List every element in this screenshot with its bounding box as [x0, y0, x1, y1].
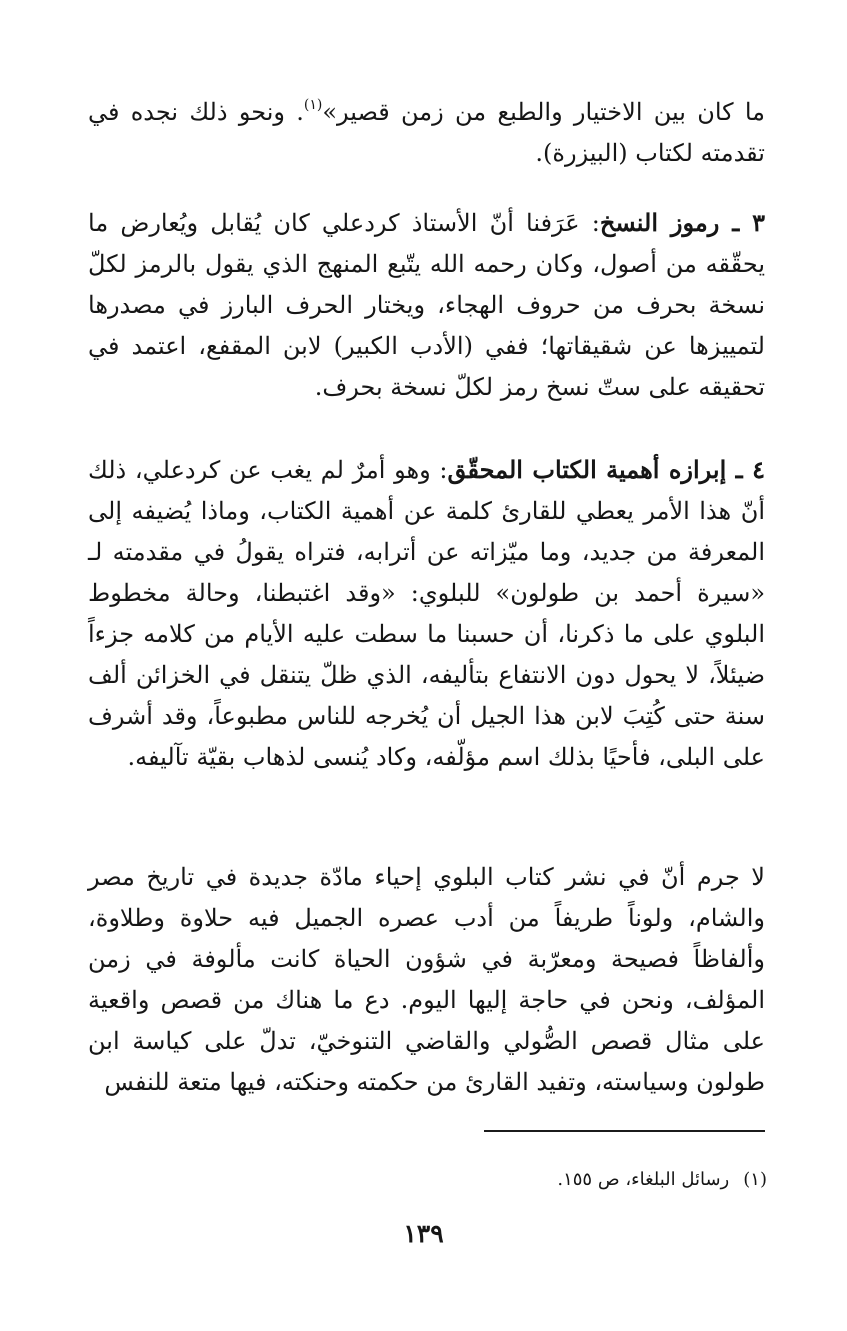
footnote-divider [484, 1130, 765, 1132]
paragraph-continuation [88, 92, 765, 174]
paragraph-heading: ٤ ـ إبرازه أهمية الكتاب المحقّق [447, 455, 765, 484]
page-number: ١٣٩ [403, 1219, 444, 1248]
paragraph-copy-symbols [88, 202, 765, 408]
footnote [557, 1165, 767, 1195]
footnote-reference: (١) [303, 97, 323, 113]
paragraph-text: : عَرَفنا أنّ الأستاذ كردعلي كان يُقابل ويُعارض ما يحقّقه من أصول، وكان رحمه الله يتّبع المنهج الذي يقول بالرمز لكلّ نسخة بحرف من حروف الهجاء، ويختار الحرف البارز في مصدرها لتمييزها عن شقيقاتها؛ ففي (الأدب الكبير) لابن المقفع، اعتمد في تحقيقه على ستّ نسخ رمز لكلّ نسخة بحرف. [88, 209, 766, 401]
footnote-text: رسائل البلغاء، ص ١٥٥. [557, 1169, 730, 1190]
paragraph-book-importance [88, 449, 765, 778]
paragraph-text: لا جرم أنّ في نشر كتاب البلوي إحياء مادّة جديدة في تاريخ مصر والشام، ولوناً طريفاً من أدب عصره الجميل فيه حلاوة وطلاوة، وألفاظاً فصيحة ومعرّبة في شؤون الحياة كانت مألوفة في زمن المؤلف، ونحن في حاجة إليها اليوم. دع ما هناك من قصص واقعية على مثال قصص الصُّولي والقاضي التنوخيّ، تدلّ على كياسة ابن طولون وسياسته، وتفيد القارئ من حكمته وحنكته، فيها متعة للنفس [88, 863, 765, 1096]
paragraph-heading: ٣ ـ رموز النسخ [599, 208, 765, 237]
paragraph-text: . ونحو ذلك نجده في تقدمته لكتاب (البيزرة). [88, 98, 765, 167]
footnote-marker: (١) [743, 1169, 767, 1190]
paragraph-text: ما كان بين الاختيار والطبع من زمن قصير» [322, 98, 765, 126]
paragraph-balawi-book [88, 857, 765, 1103]
paragraph-text: : وهو أمرٌ لم يغب عن كردعلي، ذلك أنّ هذا الأمر يعطي للقارئ كلمة عن أهمية الكتاب، وماذا يُضيفه إلى المعرفة من جديد، وما ميّزاته عن أترابه، فتراه يقولُ في مقدمته لـ «سيرة أحمد بن طولون» للبلوي: «وقد اغتبطنا، وحالة مخطوط البلوي على ما ذكرنا، أن حسبنا ما سطت عليه الأيام من كلامه جزءاً ضيئلاً، لا يحول دون الانتفاع بتأليفه، الذي ظلّ يتنقل في الخزائن ألف سنة حتى كُتِبَ لابن هذا الجيل أن يُخرجه للناس مطبوعاً، وقد أشرف على البلى، فأحيًا بذلك اسم مؤلّفه، وكاد يُنسى لذهاب بقيّة تآليفه. [88, 456, 765, 771]
